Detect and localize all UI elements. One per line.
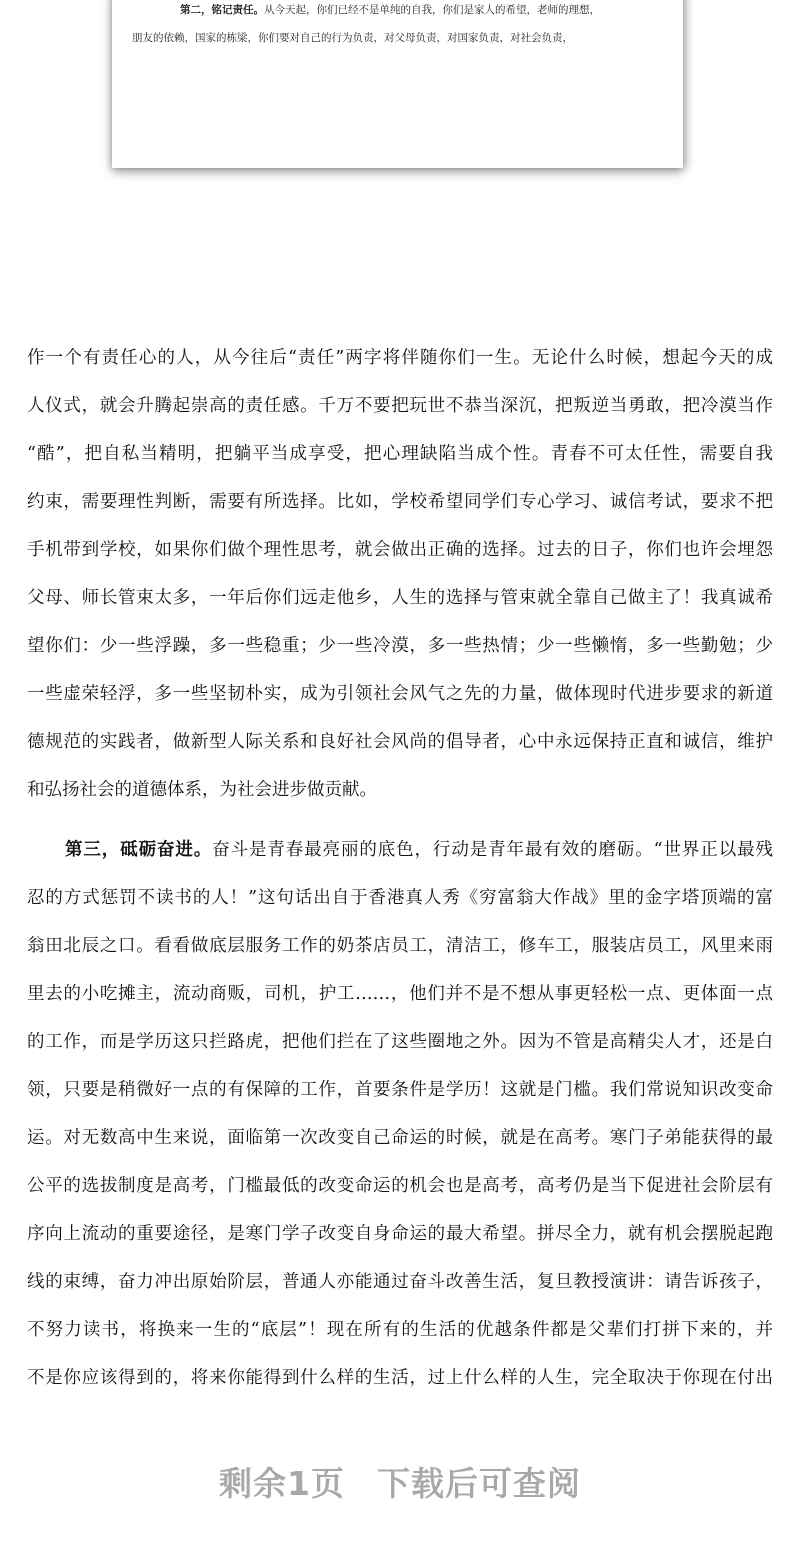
text-line (27, 775, 773, 805)
card-text: 从今天起，你们已经不是单纯的自我，你们是家人的希望，老师的理想， (264, 4, 600, 16)
download-hint: 下载后可查阅 (376, 1464, 581, 1503)
line-text: 望你们：少一些浮躁，多一些稳重；少一些冷漠，多一些热情；少一些懒惰，多一些勤勉；少 (27, 636, 773, 656)
download-prompt[interactable] (0, 1458, 800, 1505)
text-line (27, 1171, 773, 1201)
line-text: 不努力读书，将换来一生的“底层”！现在所有的生活的优越条件都是父辈们打拼下来的，并 (27, 1320, 773, 1340)
line-text: 忍的方式惩罚不读书的人！”这句话出自于香港真人秀《穷富翁大作战》里的金字塔顶端的富 (27, 888, 773, 908)
line-text: 翁田北辰之口。看看做底层服务工作的奶茶店员工，清洁工，修车工，服装店员工，风里来雨 (27, 936, 773, 956)
text-line (27, 583, 773, 613)
text-line (27, 931, 773, 961)
text-line (27, 1075, 773, 1105)
text-line (65, 835, 773, 865)
text-line (27, 343, 773, 373)
text-line (27, 631, 773, 661)
line-text: 序向上流动的重要途径，是寒门学子改变自身命运的最大希望。拼尽全力，就有机会摆脱起跑 (27, 1224, 773, 1244)
line-text: 领，只要是稍微好一点的有保障的工作，首要条件是学历！这就是门槛。我们常说知识改变命 (27, 1080, 773, 1100)
text-line (27, 439, 773, 469)
line-text: 里去的小吃摊主，流动商贩，司机，护工……，他们并不是不想从事更轻松一点、更体面一点 (27, 984, 773, 1004)
line-text: 线的束缚，奋力冲出原始阶层，普通人亦能通过奋斗改善生活，复旦教授演讲：请告诉孩子， (27, 1272, 773, 1292)
text-line (27, 535, 773, 565)
text-line (27, 727, 773, 757)
line-text: 一些虚荣轻浮，多一些坚韧朴实，成为引领社会风气之先的力量，做体现时代进步要求的新道 (27, 684, 773, 704)
line-text: 手机带到学校，如果你们做个理性思考，就会做出正确的选择。过去的日子，你们也许会埋怨 (27, 540, 773, 560)
text-line (27, 1219, 773, 1249)
text-line (27, 679, 773, 709)
line-text: 父母、师长管束太多，一年后你们远走他乡，人生的选择与管束就全靠自己做主了！我真诚希 (27, 588, 773, 608)
line-text: “酷”，把自私当精明，把躺平当成享受，把心理缺陷当成个性。青春不可太任性，需要自我 (27, 444, 773, 464)
card-line-2: 朋友的依赖，国家的栋梁，你们要对自己的行为负责，对父母负责，对国家负责，对社会负责， (132, 32, 573, 44)
text-line (27, 883, 773, 913)
text-line (27, 487, 773, 517)
remaining-pages-label: 剩余1页 (219, 1464, 345, 1503)
line-text: 奋斗是青春最亮丽的底色，行动是青年最有效的磨砺。“世界正以最残 (212, 840, 773, 860)
text-line (27, 1315, 773, 1345)
card-line-1 (180, 2, 600, 17)
section-heading: 第三，砥砺奋进。 (65, 840, 213, 860)
line-text: 的工作，而是学历这只拦路虎，把他们拦在了这些圈地之外。因为不管是高精尖人才，还是白 (27, 1032, 773, 1052)
line-text: 德规范的实践者，做新型人际关系和良好社会风尚的倡导者，心中永远保持正直和诚信，维护 (27, 732, 773, 752)
preview-page-card (112, 0, 683, 168)
card-heading: 第二，铭记责任。 (180, 4, 264, 16)
text-line (27, 979, 773, 1009)
line-text: 不是你应该得到的，将来你能得到什么样的生活，过上什么样的人生，完全取决于你现在付出 (27, 1368, 773, 1388)
text-line (27, 1267, 773, 1297)
line-text: 约束，需要理性判断，需要有所选择。比如，学校希望同学们专心学习、诚信考试，要求不把 (27, 492, 773, 512)
text-line (27, 1027, 773, 1057)
text-line (27, 1123, 773, 1153)
line-text: 人仪式，就会升腾起崇高的责任感。千万不要把玩世不恭当深沉，把叛逆当勇敢，把冷漠当作 (27, 396, 773, 416)
text-line (27, 391, 773, 421)
text-line (27, 1363, 773, 1393)
line-text: 作一个有责任心的人，从今往后“责任”两字将伴随你们一生。无论什么时候，想起今天的成 (27, 348, 773, 368)
line-text: 公平的选拔制度是高考，门槛最低的改变命运的机会也是高考，高考仍是当下促进社会阶层有 (27, 1176, 773, 1196)
line-text: 和弘扬社会的道德体系，为社会进步做贡献。 (27, 780, 377, 800)
line-text: 运。对无数高中生来说，面临第一次改变自己命运的时候，就是在高考。寒门子弟能获得的最 (27, 1128, 773, 1148)
